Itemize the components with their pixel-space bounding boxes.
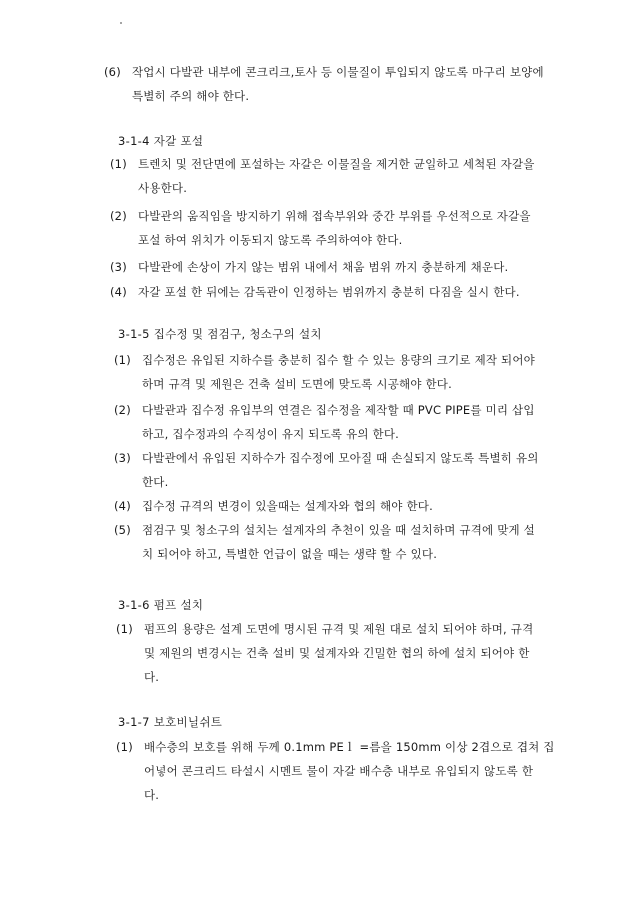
section-heading-3-1-6: 3-1-6 펌프 설치 [118, 598, 204, 612]
item-text-cont: 다. [144, 670, 160, 684]
item-number: (1) [116, 740, 133, 754]
item-text: 트렌치 및 전단면에 포설하는 자갈은 이물질을 제거한 균일하고 세척된 자갈을 [138, 157, 535, 171]
list-item [114, 518, 535, 566]
item-text-cont: 하고, 집수정과의 수직성이 유지 되도록 유의 한다. [142, 427, 400, 441]
item-number: (6) [104, 65, 121, 79]
list-item [116, 735, 555, 807]
item-number: (1) [114, 353, 131, 367]
item-text-cont: 하며 규격 및 제원은 건축 설비 도면에 맞도록 시공해야 한다. [142, 377, 452, 391]
list-item [114, 446, 539, 494]
list-item-6 [104, 60, 544, 108]
list-item [116, 617, 533, 689]
item-text-cont: 사용한다. [138, 181, 188, 195]
item-number: (3) [110, 260, 127, 274]
item-text: 배수층의 보호를 위해 두께 0.1mm PEｌ =름을 150mm 이상 2겹으로 겹쳐 집 [144, 740, 555, 754]
item-text: 작업시 다발관 내부에 콘크리크,토사 등 이물질이 투입되지 않도록 마구리 보양에 [132, 65, 544, 79]
item-text-cont: 한다. [142, 475, 169, 489]
section-heading-3-1-5: 3-1-5 집수정 및 점검구, 청소구의 설치 [118, 327, 322, 341]
section-heading-3-1-7: 3-1-7 보호비닐쉬트 [118, 715, 223, 729]
list-item [110, 152, 535, 200]
item-text: 다발관에 손상이 가지 않는 범위 내에서 채움 범위 까지 충분하게 채운다. [138, 260, 509, 274]
item-text: 다발관과 집수정 유입부의 연결은 집수정을 제작할 때 PVC PIPE를 미리 삽입 [142, 403, 535, 417]
item-number: (4) [110, 285, 127, 299]
item-number: (2) [110, 209, 127, 223]
list-item [110, 255, 508, 279]
list-item [110, 204, 531, 252]
item-line: 특별히 주의 해야 한다. [132, 89, 250, 103]
item-text-cont: 어넣어 콘크리드 타설시 시멘트 물이 자갈 배수층 내부로 유입되지 않도록 한 [144, 764, 534, 778]
list-item [114, 398, 535, 446]
item-text-cont: 포설 하여 위치가 이동되지 않도록 주의하여야 한다. [138, 233, 403, 247]
item-text: 집수정 규격의 변경이 있을때는 설계자와 협의 해야 한다. [142, 499, 433, 513]
item-number: (1) [116, 622, 133, 636]
item-text-cont: 다. [144, 788, 160, 802]
scan-speck [120, 22, 122, 24]
item-number: (4) [114, 499, 131, 513]
item-text: 펌프의 용량은 설계 도면에 명시된 규격 및 제원 대로 설치 되어야 하며, 규격 [144, 622, 534, 636]
item-line [104, 60, 544, 84]
item-text: 집수정은 유입된 지하수를 충분히 집수 할 수 있는 용량의 크기로 제작 되어야 [142, 353, 535, 367]
item-number: (1) [110, 157, 127, 171]
item-text-cont: 및 제원의 변경시는 건축 설비 및 설계자와 긴밀한 협의 하에 설치 되어야 한 [144, 646, 530, 660]
section-heading-3-1-4: 3-1-4 자갈 포설 [118, 134, 204, 148]
item-text-cont: 치 되어야 하고, 특별한 언급이 없을 때는 생략 할 수 있다. [142, 547, 438, 561]
item-text: 다발관의 움직임을 방지하기 위해 접속부위와 중간 부위를 우선적으로 자갈을 [138, 209, 531, 223]
item-number: (5) [114, 523, 131, 537]
list-item [114, 494, 433, 518]
item-text: 다발관에서 유입된 지하수가 집수정에 모아질 때 손실되지 않도록 특별히 유의 [142, 451, 539, 465]
item-number: (3) [114, 451, 131, 465]
item-text: 점검구 및 청소구의 설치는 설계자의 추천이 있을 때 설치하며 규격에 맞게 설 [142, 523, 535, 537]
item-text: 자갈 포설 한 뒤에는 감독관이 인정하는 범위까지 충분히 다짐을 실시 한다. [138, 285, 520, 299]
list-item [114, 348, 535, 396]
list-item [110, 280, 520, 304]
item-number: (2) [114, 403, 131, 417]
